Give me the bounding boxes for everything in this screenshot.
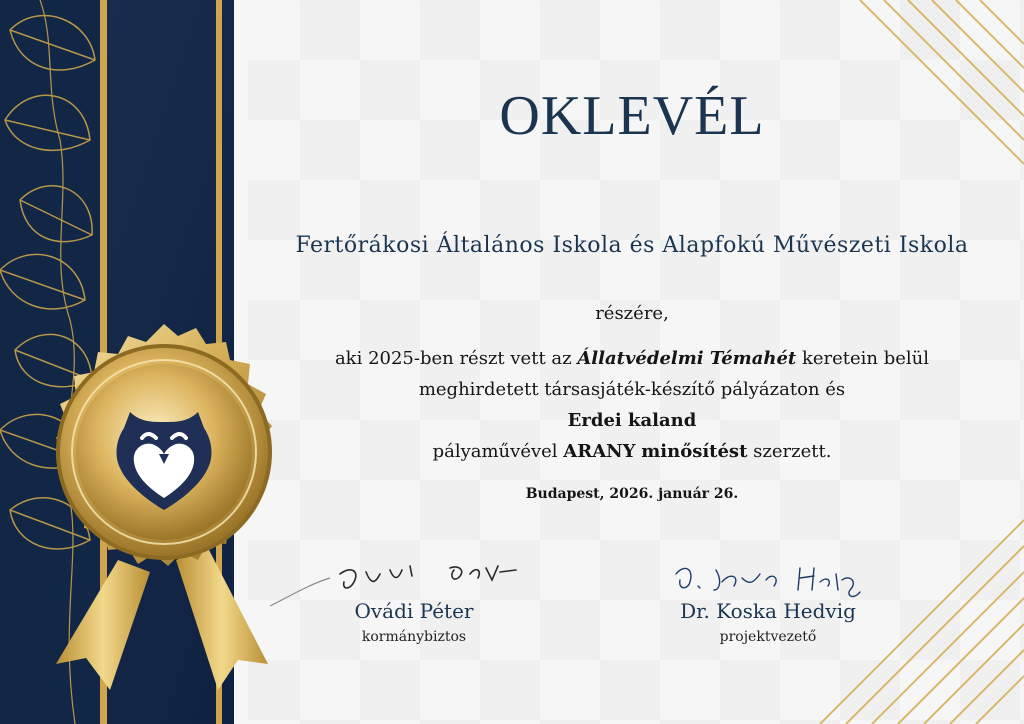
recipient-name: Fertőrákosi Általános Iskola és Alapfokú Művészeti Iskola bbox=[295, 233, 969, 258]
body-line-2: meghirdetett társasjáték-készítő pályázaton és bbox=[418, 379, 846, 400]
body-line-4-pre: pályaművével bbox=[432, 441, 564, 462]
body-line-1-post: keretein belül bbox=[796, 348, 930, 369]
signer-1 bbox=[284, 598, 544, 650]
for-text: részére, bbox=[595, 303, 669, 324]
body-line-4-post: szerzett. bbox=[747, 441, 832, 462]
award-level: ARANY bbox=[563, 441, 636, 462]
signer-1-name: Ovádi Péter bbox=[354, 599, 474, 623]
signer-2-name: Dr. Koska Hedvig bbox=[680, 599, 856, 623]
signer-2-role: projektvezető bbox=[719, 629, 817, 645]
place-and-date: Budapest, 2026. január 26. bbox=[525, 486, 739, 502]
body-line-4 bbox=[240, 436, 1024, 467]
signer-1-role: kormánybiztos bbox=[361, 629, 467, 645]
award-word: minősítést bbox=[641, 441, 748, 462]
body-line-1 bbox=[240, 343, 1024, 374]
work-title: Erdei kaland bbox=[567, 410, 697, 431]
signer-2 bbox=[638, 598, 898, 650]
body-line-1-pre: aki 2025-ben részt vett az bbox=[334, 348, 578, 369]
event-name: Állatvédelmi Témahét bbox=[577, 348, 797, 369]
certificate-body bbox=[240, 298, 1024, 467]
certificate-title: OKLEVÉL bbox=[499, 85, 765, 147]
